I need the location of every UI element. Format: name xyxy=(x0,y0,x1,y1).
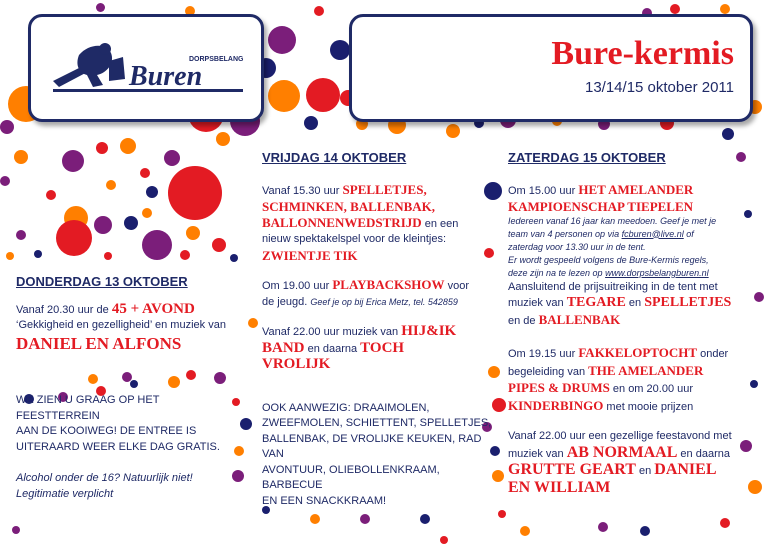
act-daniel-alfons: DANIEL EN ALFONS xyxy=(16,333,182,353)
column-vrijdag: VRIJDAG 14 OKTOBER Vanaf 15.30 uur SPELLETJES, SCHMINKEN, BALLENBAK, BALLONNENWEDSTRIJD en een nieuw spektakelspel voor de kleintjes: ZWIENTJE TIK Om 19.00 uur PLAYBACKSHOW voor de jeugd. Geef je op bij Erica Metz, tel. 542859 Vanaf 22.00 uur muziek van HIJ&IK BAND en daarna TOCH VROLIJK OOK AANWEZIG: DRAAIMOLEN, ZWEEFMOLEN, SCHIETTENT, SPELLETJES, BALLENBAK, DE VROLIJKE KEUKEN, RAD VAN AVONTUUR, OLIEBOLLENKRAAM, BARBECUE EN EEN SNACKKRAAM! xyxy=(262,150,494,509)
page-title: Bure-kermis xyxy=(551,35,734,72)
email-link[interactable]: fcburen@live.nl xyxy=(621,228,684,239)
svg-text:Buren: Buren xyxy=(129,61,203,92)
event-dates: 13/14/15 oktober 2011 xyxy=(584,79,734,96)
title-box xyxy=(349,14,753,122)
column-zaterdag: ZATERDAG 15 OKTOBER Om 15.00 uur HET AMELANDER KAMPIOENSCHAP TIEPELEN Iedereen vanaf 16 jaar kan meedoen. Geef je met je team van 4 personen op via fcburen@live.nl of zaterdag voor 13.30 uur in de tent. Er wordt gespeeld volgens de Bure-Kermis regels, deze zijn na te lezen op www.dorpsbelangburen.nl Aansluitend de prijsuitreiking in de tent met muziek van TEGARE en SPELLETJES en de BALLENBAK Om 19.15 uur FAKKELOPTOCHT onder begeleiding van THE AMELANDER PIPES & DRUMS en om 20.00 uur KINDERBINGO met mooie prijzen Vanaf 22.00 uur een gezellige feestavond met muziek van AB NORMAAL en daarna GRUTTE GEART en DANIEL EN WILLIAM xyxy=(508,150,760,495)
logo-box xyxy=(28,14,264,122)
dorpsbelang-buren-logo xyxy=(49,35,249,105)
heading-vrijdag: VRIJDAG 14 OKTOBER xyxy=(262,150,407,165)
website-link[interactable]: www.dorpsbelangburen.nl xyxy=(605,267,709,278)
heading-donderdag: DONDERDAG 13 OKTOBER xyxy=(16,274,188,289)
svg-text:DORPSBELANG: DORPSBELANG xyxy=(189,56,244,63)
heading-zaterdag: ZATERDAG 15 OKTOBER xyxy=(508,150,666,165)
column-donderdag: DONDERDAG 13 OKTOBER Vanaf 20.30 uur de 45 + AVOND ‘Gekkigheid en gezelligheid’ en muziek van DANIEL EN ALFONS WE ZIEN U GRAAG OP HET FEESTTERREIN AAN DE KOOIWEG! DE ENTREE IS UITERAARD WEER ELKE DAG GRATIS. Alcohol onder de 16? Natuurlijk niet! Legitimatie verplicht xyxy=(16,274,244,502)
